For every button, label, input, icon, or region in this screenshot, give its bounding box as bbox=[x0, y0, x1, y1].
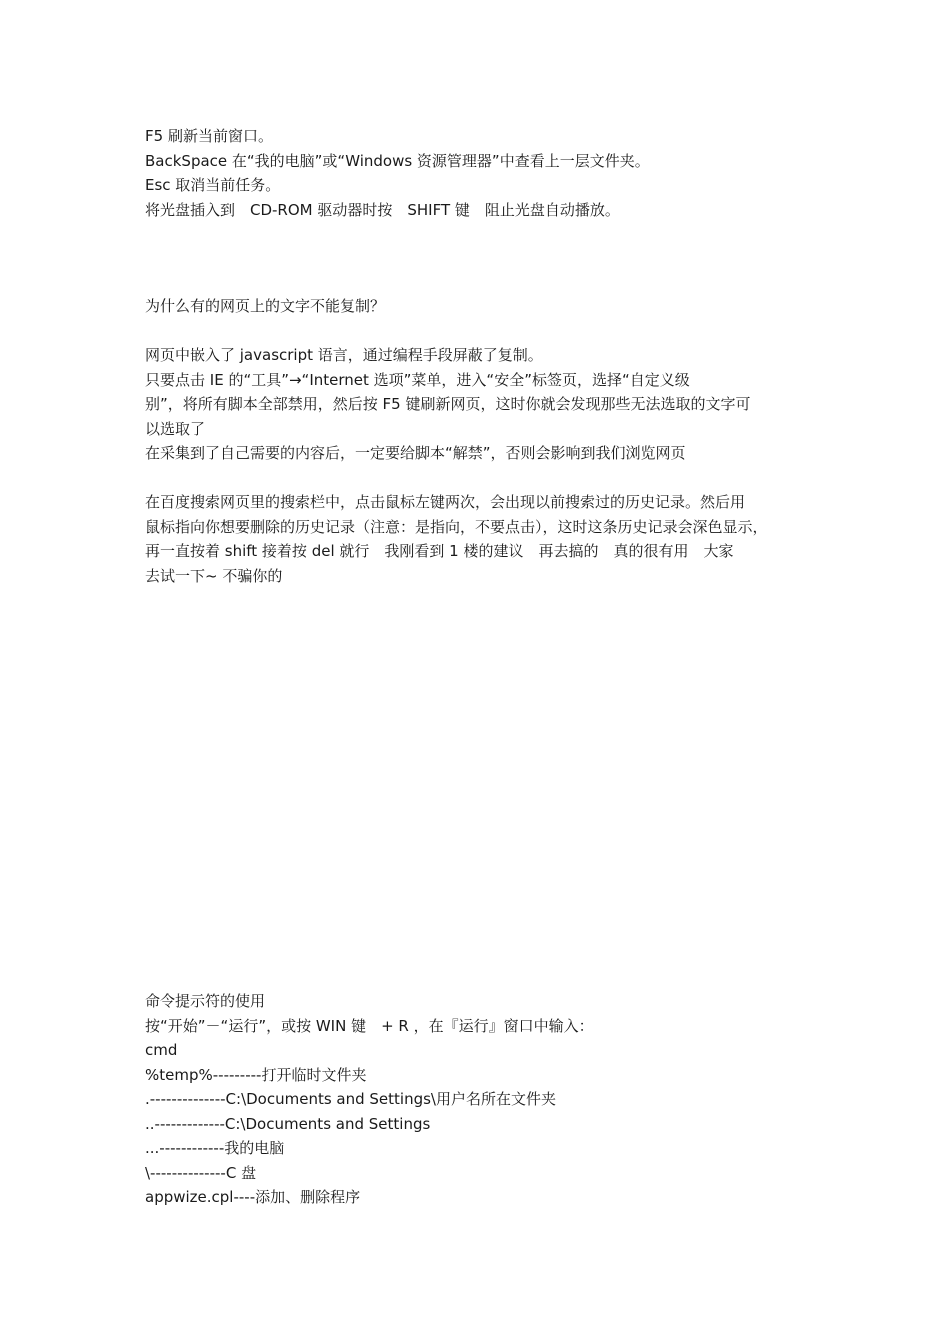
cmd-section bbox=[145, 989, 810, 1210]
copy-answer-section bbox=[145, 343, 810, 466]
shortcut-line: Esc 取消当前任务。 bbox=[145, 176, 281, 194]
copy-question-heading: 为什么有的网页上的文字不能复制？ bbox=[145, 297, 386, 315]
history-tip-line: 在百度搜索网页里的搜索栏中，点击鼠标左键两次，会出现以前搜索过的历史记录。然后用 bbox=[145, 493, 746, 511]
shortcuts-section bbox=[145, 124, 810, 222]
shortcut-line: BackSpace 在“我的电脑”或“Windows 资源管理器”中查看上一层文件夹。 bbox=[145, 151, 650, 170]
cmd-line: appwize.cpl----添加、删除程序 bbox=[145, 1188, 361, 1206]
cmd-line: cmd bbox=[145, 1041, 178, 1059]
copy-answer-line: 网页中嵌入了 javascript 语言，通过编程手段屏蔽了复制。 bbox=[145, 346, 543, 364]
history-tip-section bbox=[145, 490, 810, 588]
cmd-line: 按“开始”－“运行”，或按 WIN 键 + R ，在『运行』窗口中输入： bbox=[145, 1016, 594, 1035]
shortcut-line: F5 刷新当前窗口。 bbox=[145, 127, 273, 145]
copy-answer-line: 只要点击 IE 的“工具”→“Internet 选项”菜单，进入“安全”标签页，选择“自定义级 bbox=[145, 370, 690, 389]
cmd-line: ..-------------C:\Documents and Settings bbox=[145, 1114, 431, 1133]
shortcut-line: 将光盘插入到 CD-ROM 驱动器时按 SHIFT 键 阻止光盘自动播放。 bbox=[145, 200, 620, 219]
copy-answer-line: 在采集到了自己需要的内容后，一定要给脚本“解禁”，否则会影响到我们浏览网页 bbox=[145, 444, 686, 462]
cmd-line: .--------------C:\Documents and Settings\用户名所在文件夹 bbox=[145, 1090, 556, 1108]
cmd-line: %temp%---------打开临时文件夹 bbox=[145, 1065, 367, 1084]
cmd-line: \--------------C 盘 bbox=[145, 1163, 257, 1182]
copy-answer-line: 别”，将所有脚本全部禁用，然后按 F5 键刷新网页，这时你就会发现那些无法选取的文字可 bbox=[145, 395, 751, 413]
copy-answer-line: 以选取了 bbox=[145, 419, 206, 438]
copy-question-section bbox=[145, 294, 810, 319]
history-tip-line: 去试一下~ 不骗你的 bbox=[145, 566, 283, 585]
cmd-heading: 命令提示符的使用 bbox=[145, 992, 266, 1010]
history-tip-line: 鼠标指向你想要删除的历史记录（注意：是指向，不要点击），这时这条历史记录会深色显示， bbox=[145, 517, 768, 536]
cmd-line: ...------------我的电脑 bbox=[145, 1139, 285, 1157]
history-tip-line: 再一直按着 shift 接着按 del 就行 我刚看到 1 楼的建议 再去搞的 真的很有用 大家 bbox=[145, 542, 734, 560]
